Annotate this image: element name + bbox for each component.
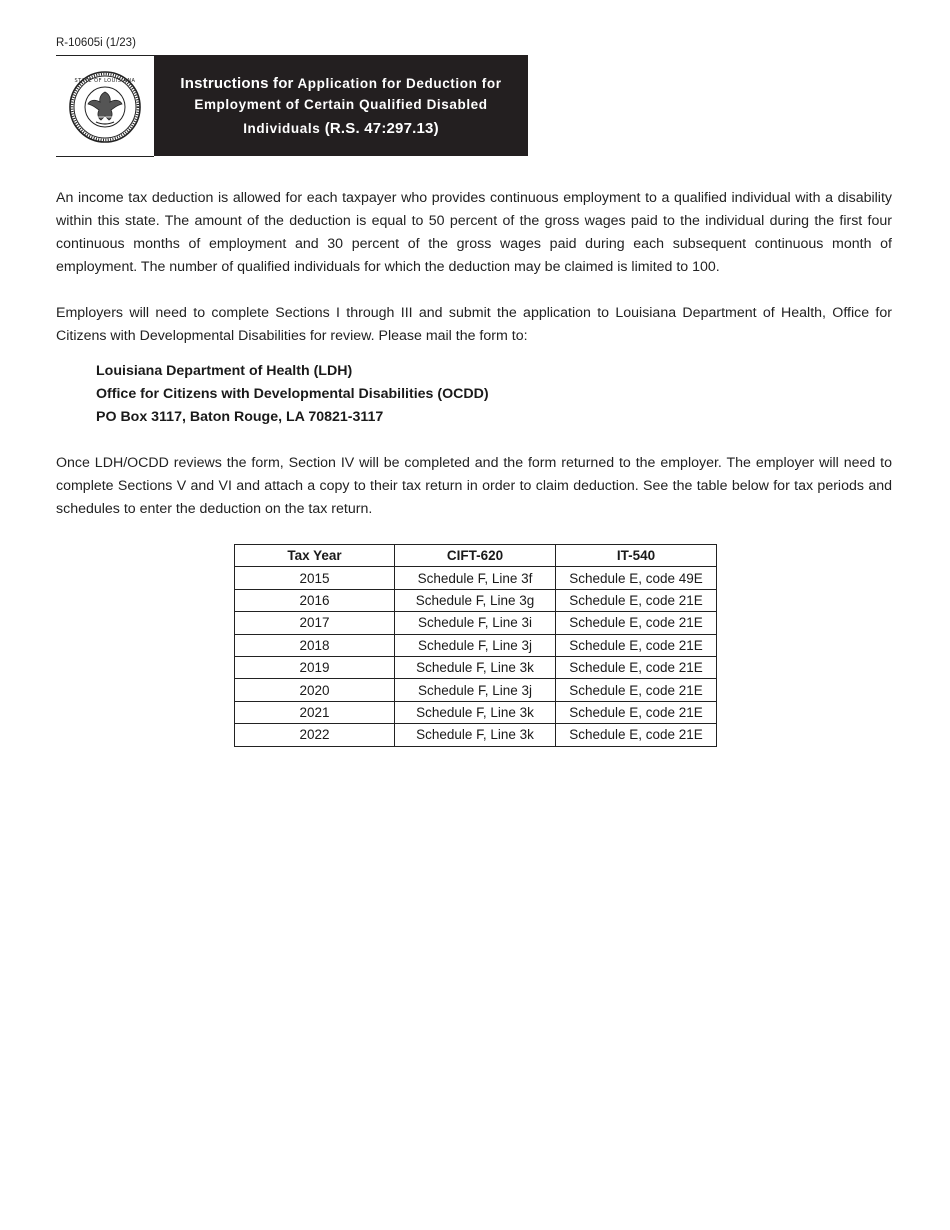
title-big: Instructions for	[180, 74, 294, 92]
address-line-3: PO Box 3117, Baton Rouge, LA 70821-3117	[96, 409, 384, 425]
tax-year-cell: 2019	[235, 656, 395, 678]
it-540-cell: Schedule E, code 21E	[556, 589, 717, 611]
tax-year-cell: 2021	[235, 701, 395, 723]
tax-year-cell: 2015	[235, 567, 395, 589]
title-rest-1: Application for Deduction for	[293, 75, 502, 91]
cift-620-cell: Schedule F, Line 3g	[395, 589, 556, 611]
tax-year-cell: 2016	[235, 589, 395, 611]
it-540-cell: Schedule E, code 21E	[556, 679, 717, 701]
paragraph-review-process: Once LDH/OCDD reviews the form, Section IV will be completed and the form returned to the employer. The employer will need to complete Sections V and VI and attach a copy to their tax return in order to claim deduction. See the table below for tax periods and schedules to enter the deduction on the tax return.	[56, 455, 892, 517]
cift-620-cell: Schedule F, Line 3j	[395, 679, 556, 701]
title-line-3	[154, 118, 528, 139]
table-row	[235, 634, 717, 656]
title-statute: (R.S. 47:297.13)	[320, 119, 439, 137]
table-row	[235, 656, 717, 678]
louisiana-state-seal-icon	[68, 70, 142, 144]
cift-620-cell: Schedule F, Line 3j	[395, 634, 556, 656]
it-540-cell: Schedule E, code 21E	[556, 612, 717, 634]
tax-year-cell: 2020	[235, 679, 395, 701]
it-540-cell: Schedule E, code 21E	[556, 634, 717, 656]
cift-620-cell: Schedule F, Line 3k	[395, 724, 556, 746]
tax-year-cell: 2017	[235, 612, 395, 634]
cift-620-cell: Schedule F, Line 3k	[395, 656, 556, 678]
document-title	[154, 55, 528, 156]
paragraph-deduction-overview: An income tax deduction is allowed for each taxpayer who provides continuous employment to a qualified individual with a disability within this state. The amount of the deduction is equal to 50 percent of the gross wages paid to the individual during the first four continuous months of employment and 30 percent of the gross wages paid during each subsequent continuous month of employment. The number of qualified individuals for which the deduction may be claimed is limited to 100.	[56, 190, 892, 275]
header-it-540: IT-540	[556, 545, 717, 567]
title-line-3a: Individuals	[243, 120, 321, 136]
table-row	[235, 679, 717, 701]
address-line-2: Office for Citizens with Developmental Disabilities (OCDD)	[96, 386, 489, 402]
title-line-1	[154, 73, 528, 94]
table-header-row	[235, 545, 717, 567]
header-tax-year: Tax Year	[235, 545, 395, 567]
title-line-2: Employment of Certain Qualified Disabled	[194, 96, 488, 112]
cift-620-cell: Schedule F, Line 3i	[395, 612, 556, 634]
table-row	[235, 567, 717, 589]
header-cift-620: CIFT-620	[395, 545, 556, 567]
it-540-cell: Schedule E, code 21E	[556, 656, 717, 678]
table-row	[235, 612, 717, 634]
tax-schedule-table	[234, 544, 717, 747]
tax-year-cell: 2022	[235, 724, 395, 746]
table-row	[235, 724, 717, 746]
it-540-cell: Schedule E, code 49E	[556, 567, 717, 589]
seal-box	[56, 55, 154, 157]
tax-year-cell: 2018	[235, 634, 395, 656]
it-540-cell: Schedule E, code 21E	[556, 701, 717, 723]
cift-620-cell: Schedule F, Line 3k	[395, 701, 556, 723]
cift-620-cell: Schedule F, Line 3f	[395, 567, 556, 589]
table-row	[235, 701, 717, 723]
it-540-cell: Schedule E, code 21E	[556, 724, 717, 746]
mailing-address	[96, 360, 489, 429]
form-code: R-10605i (1/23)	[56, 37, 136, 49]
paragraph-employer-instructions: Employers will need to complete Sections I through III and submit the application to Louisiana Department of Health, Office for Citizens with Developmental Disabilities for review. Please mail the form to:	[56, 305, 892, 344]
address-line-1: Louisiana Department of Health (LDH)	[96, 363, 353, 379]
table-row	[235, 589, 717, 611]
svg-text:STATE OF LOUISIANA: STATE OF LOUISIANA	[74, 78, 136, 84]
document-header	[56, 55, 528, 156]
